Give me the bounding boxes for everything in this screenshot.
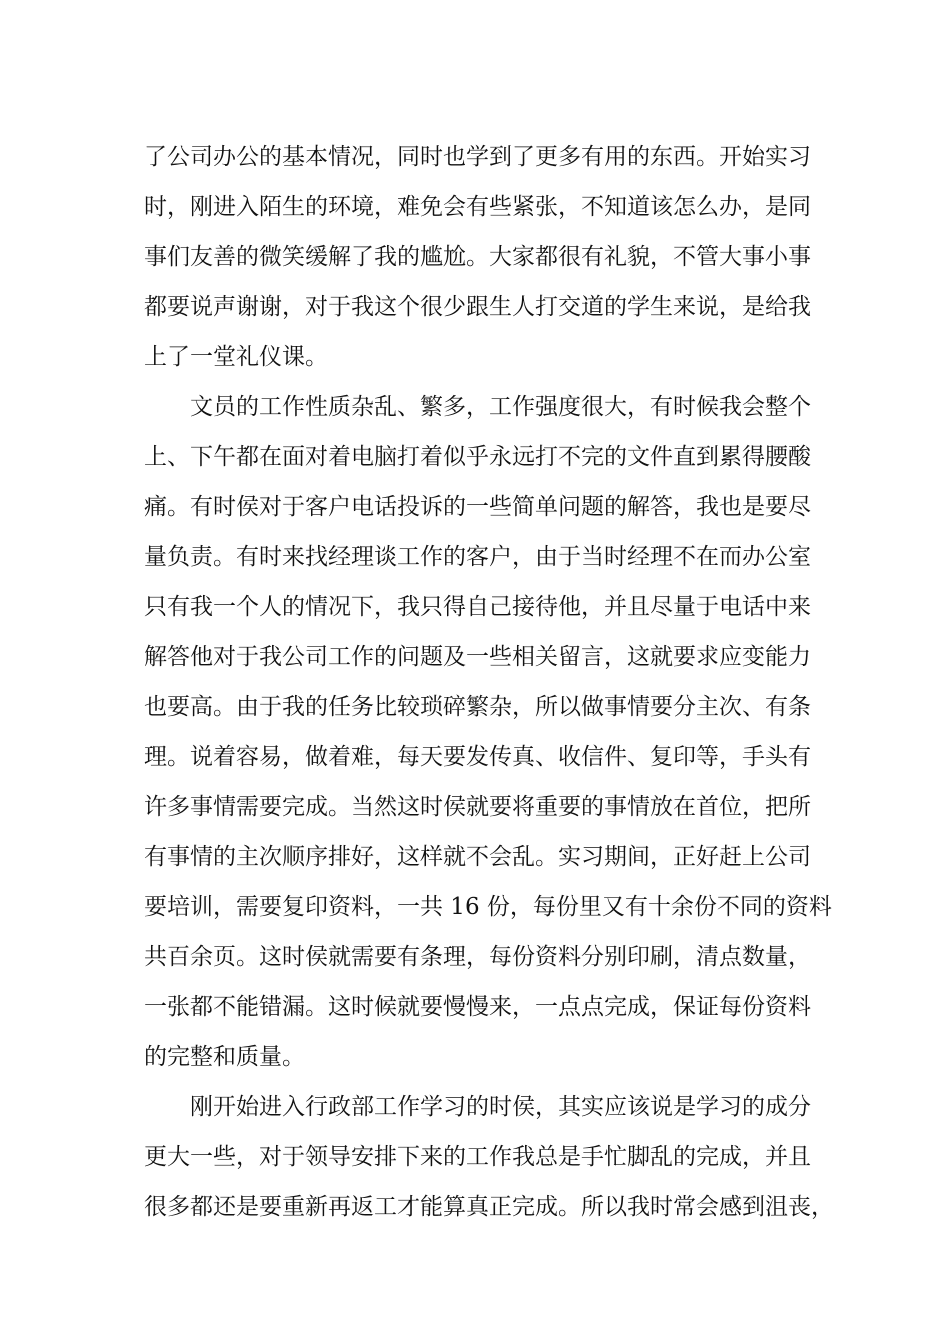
paragraph-3	[144, 1082, 834, 1232]
text-line: 文员的工作性质杂乱、繁多，工作强度很大，有时候我会整个	[190, 394, 811, 420]
text-line: 要培训，需要复印资料，一共 16 份，每份里又有十余份不同的资料	[144, 894, 832, 920]
text-line: 了公司办公的基本情况，同时也学到了更多有用的东西。开始实习	[144, 144, 811, 170]
text-line: 时，刚进入陌生的环境，难免会有些紧张，不知道该怎么办，是同	[144, 194, 811, 220]
text-line: 理。说着容易，做着难，每天要发传真、收信件、复印等，手头有	[144, 744, 811, 770]
text-line: 也要高。由于我的任务比较琐碎繁杂，所以做事情要分主次、有条	[144, 694, 811, 720]
text-line: 的完整和质量。	[144, 1044, 305, 1070]
text-line: 有事情的主次顺序排好，这样就不会乱。实习期间，正好赶上公司	[144, 844, 811, 870]
text-line: 许多事情需要完成。当然这时侯就要将重要的事情放在首位，把所	[144, 794, 811, 820]
body-text	[144, 132, 834, 1232]
text-line: 解答他对于我公司工作的问题及一些相关留言，这就要求应变能力	[144, 644, 811, 670]
text-line: 共百余页。这时侯就需要有条理，每份资料分别印刷，清点数量，	[144, 944, 811, 970]
paragraph-2	[144, 382, 832, 1082]
text-line: 上、下午都在面对着电脑打着似乎永远打不完的文件直到累得腰酸	[144, 444, 811, 470]
text-line: 痛。有时侯对于客户电话投诉的一些简单问题的解答，我也是要尽	[144, 494, 811, 520]
text-line: 上了一堂礼仪课。	[144, 344, 328, 370]
paragraph-1	[144, 132, 820, 382]
text-line: 更大一些，对于领导安排下来的工作我总是手忙脚乱的完成，并且	[144, 1144, 811, 1170]
text-line: 很多都还是要重新再返工才能算真正完成。所以我时常会感到沮丧，	[144, 1194, 834, 1220]
text-line: 都要说声谢谢，对于我这个很少跟生人打交道的学生来说，是给我	[144, 294, 811, 320]
text-line: 刚开始进入行政部工作学习的时侯，其实应该说是学习的成分	[190, 1094, 811, 1120]
text-line: 事们友善的微笑缓解了我的尴尬。大家都很有礼貌，不管大事小事	[144, 244, 811, 270]
text-line: 一张都不能错漏。这时候就要慢慢来，一点点完成，保证每份资料	[144, 994, 811, 1020]
text-line: 量负责。有时来找经理谈工作的客户，由于当时经理不在而办公室	[144, 544, 811, 570]
text-line: 只有我一个人的情况下，我只得自己接待他，并且尽量于电话中来	[144, 594, 811, 620]
